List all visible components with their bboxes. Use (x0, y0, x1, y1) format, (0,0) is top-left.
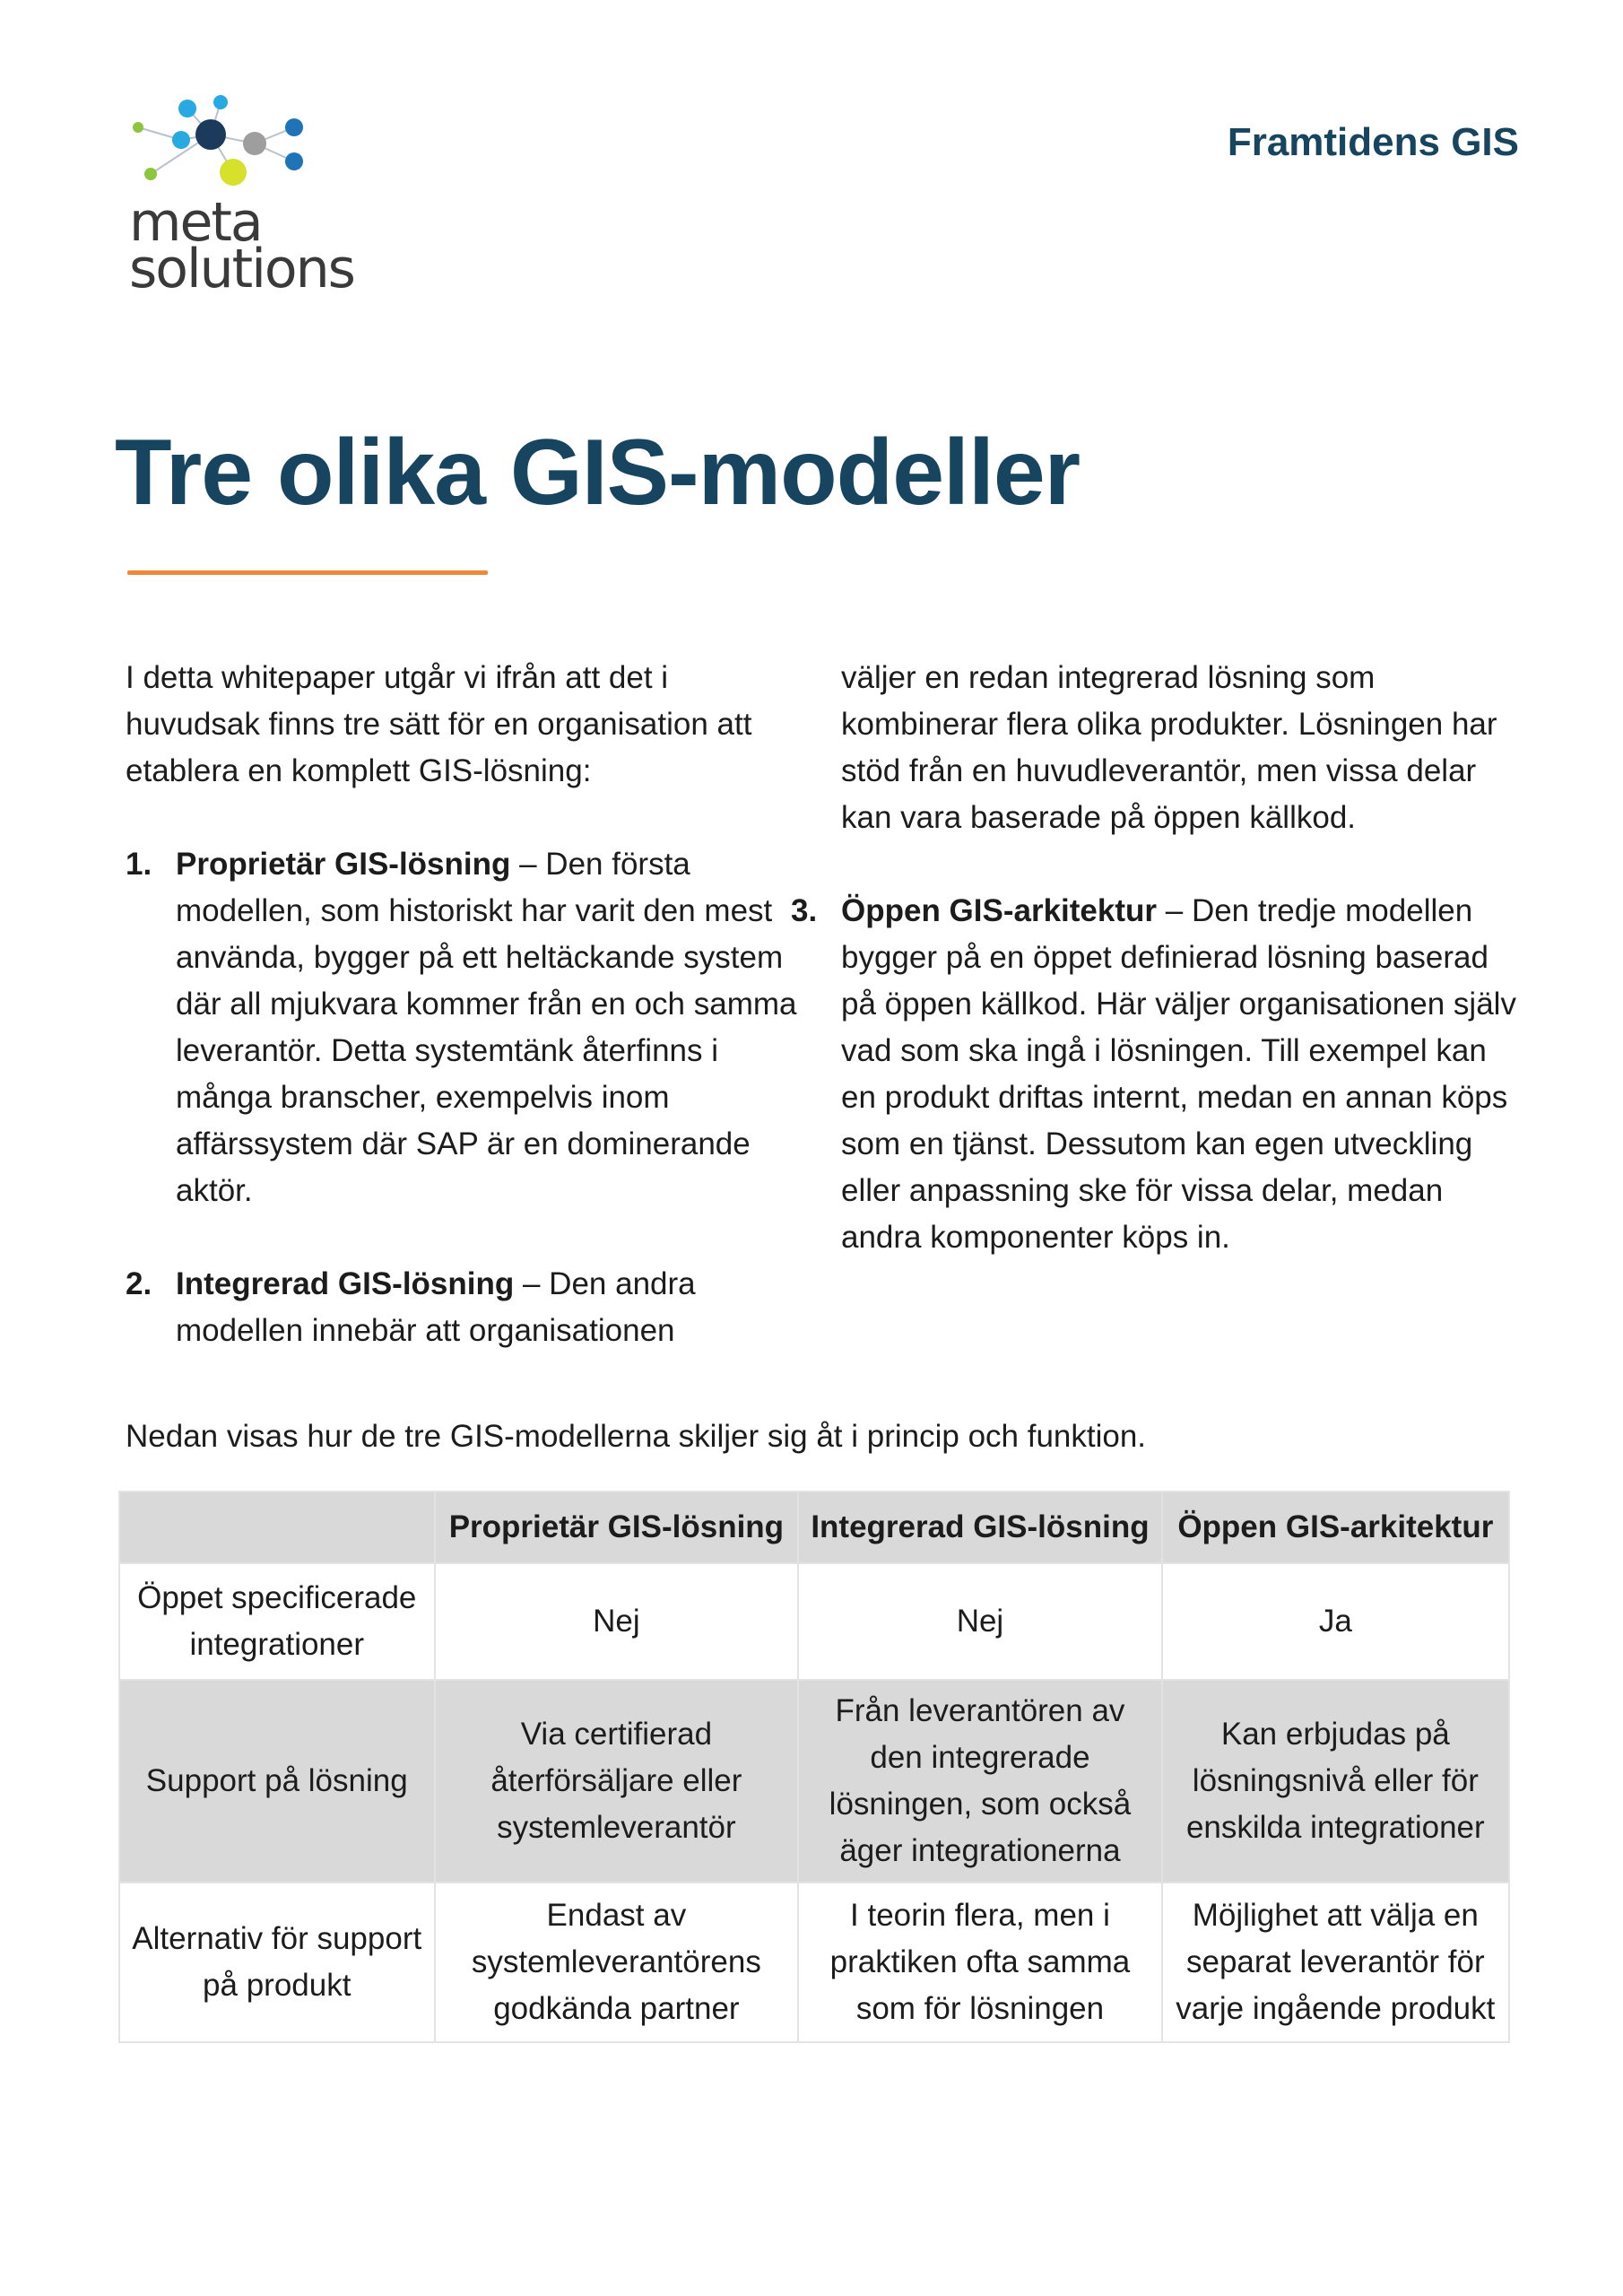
table-header-cell: Integrerad GIS-lösning (798, 1492, 1161, 1563)
table-cell: Möjlighet att välja en separat leverantör för varje ingående produkt (1162, 1883, 1509, 2042)
list-item-integrated (126, 1261, 807, 1354)
comparison-table (118, 1491, 1510, 2043)
list-item-heading: Proprietär GIS-lösning (176, 847, 511, 882)
table-header-cell: Öppen GIS-arkitektur (1162, 1492, 1509, 1563)
table-header-cell (119, 1492, 435, 1563)
table-cell: Nej (798, 1563, 1161, 1680)
list-item-continuation: väljer en redan integrerad lösning som kombinerar flera olika produkter. Lösningen har stöd från en huvudleverantör, men vissa delar kan vara baserade på öppen källkod. (841, 660, 1497, 835)
table-header-row (119, 1492, 1509, 1563)
list-item-open (791, 888, 1523, 1261)
table-cell: Via certifierad återförsäljare eller systemleverantör (435, 1680, 799, 1883)
table-cell: Kan erbjudas på lösningsnivå eller för enskilda integrationer (1162, 1680, 1509, 1883)
logo-word-solutions: solutions (129, 238, 354, 300)
meta-solutions-logo (126, 90, 354, 305)
list-number: 1. (126, 847, 152, 882)
row-label-cell: Öppet specificerade integrationer (119, 1563, 435, 1680)
table-cell: Ja (1162, 1563, 1509, 1680)
list-item-text: – Den andra modellen innebär att organisationen (176, 1266, 696, 1348)
list-item-heading: Integrerad GIS-lösning (176, 1266, 515, 1301)
table-intro: Nedan visas hur de tre GIS-modellerna skiljer sig åt i princip och funktion. (126, 1419, 1147, 1454)
logo-word-meta: meta (129, 191, 262, 254)
list-item-proprietary (126, 841, 807, 1214)
list-item-text: – Den första modellen, som historiskt har varit den mest använda, bygger på ett heltäckande system där all mjukvara kommer från en och samma leverantör. Detta systemtänk återfinns i många branscher, exempelvis inom affärssystem där SAP är en dominerande aktör. (176, 847, 797, 1208)
row-label-cell: Alternativ för support på produkt (119, 1883, 435, 2042)
table-cell: Endast av systemleverantörens godkända partner (435, 1883, 799, 2042)
table-cell: Från leverantören av den integrerade lösningen, som också äger integrationerna (798, 1680, 1161, 1883)
list-number: 2. (126, 1266, 152, 1301)
left-column (126, 655, 807, 1354)
title-underline (127, 570, 488, 575)
list-number: 3. (791, 893, 818, 928)
header-title: Framtidens GIS (1227, 120, 1519, 164)
table-header-cell: Proprietär GIS-lösning (435, 1492, 799, 1563)
table-row (119, 1883, 1509, 2042)
row-label-cell: Support på lösning (119, 1680, 435, 1883)
table-cell: Nej (435, 1563, 799, 1680)
page-title: Tre olika GIS-modeller (115, 421, 1081, 525)
table-cell: I teorin flera, men i praktiken ofta samma som för lösningen (798, 1883, 1161, 2042)
list-item-heading: Öppen GIS-arkitektur (841, 893, 1158, 928)
right-column (791, 655, 1523, 1261)
list-item-text: – Den tredje modellen bygger på en öppet definierad lösning baserad på öppen källkod. Här väljer organisationen själv vad som ska ingå i lösningen. Till exempel kan en produkt driftas internt, medan en annan köps som en tjänst. Dessutom kan egen utveckling eller anpassning ske för vissa delar, medan andra komponenter köps in. (841, 893, 1516, 1255)
table-row (119, 1680, 1509, 1883)
table-row (119, 1563, 1509, 1680)
logo-network-icon (126, 90, 323, 197)
intro-paragraph: I detta whitepaper utgår vi ifrån att det i huvudsak finns tre sätt för en organisation att etablera en komplett GIS-lösning: (126, 660, 752, 788)
